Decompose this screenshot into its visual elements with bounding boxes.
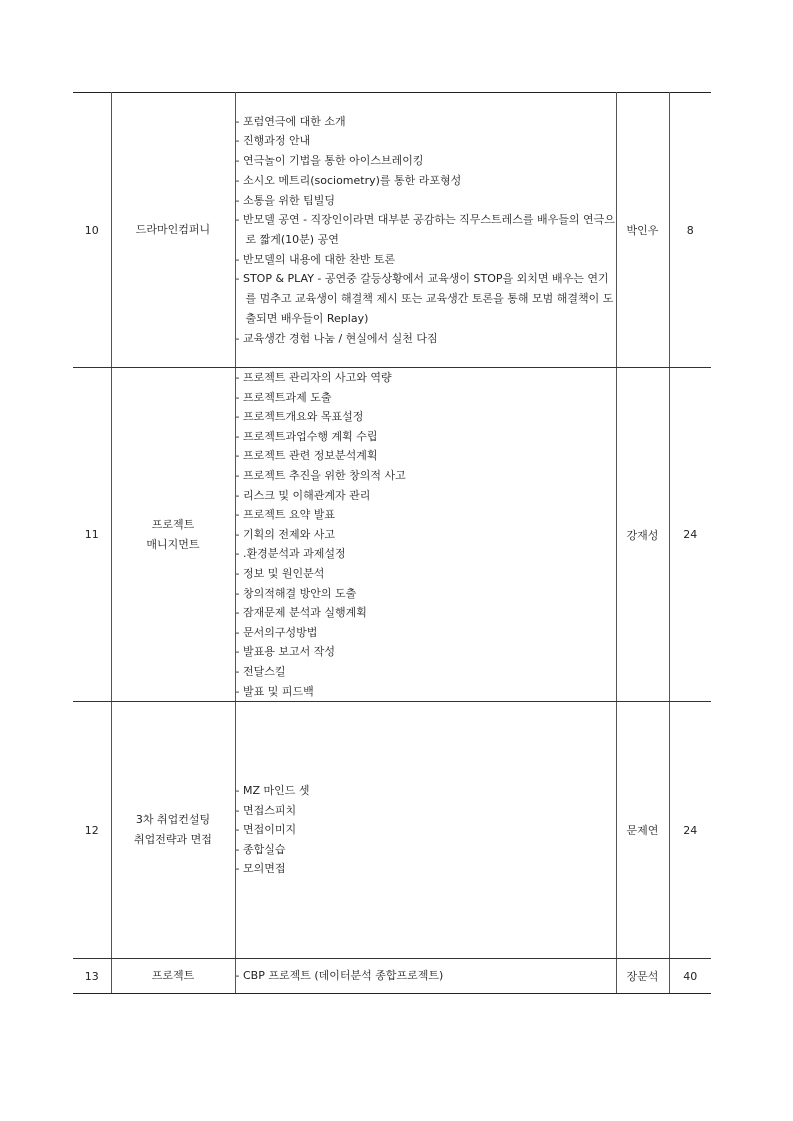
list-item: - 교육생간 경험 나눔 / 현실에서 실천 다짐 [235, 331, 438, 345]
subject-line: 드라마인컴퍼니 [135, 223, 211, 236]
subject-cell [111, 959, 235, 994]
content-cell [235, 702, 616, 959]
subject-cell [111, 93, 235, 368]
list-item: - 소통을 위한 팀빌딩 [235, 193, 335, 207]
list-item: - 프로젝트개요와 목표설정 [235, 410, 364, 424]
table-row [73, 368, 711, 702]
table-row [73, 959, 711, 994]
list-item: - 프로젝트 관련 정보분석계획 [235, 449, 378, 463]
subject-line: 프로젝트 [151, 969, 195, 983]
row-number: 13 [73, 959, 111, 994]
curriculum-table [73, 92, 711, 994]
list-item: - 연극놀이 기법을 통한 아이스브레이킹 [235, 154, 424, 168]
content-list [236, 966, 616, 986]
list-item: - 프로젝트 요약 발표 [235, 508, 335, 522]
list-item: - 포럼연극에 대한 소개 [235, 114, 346, 128]
list-item: - 잠재문제 분석과 실행계획 [235, 606, 367, 620]
subject-line: 3차 취업컨설팅 [135, 813, 211, 827]
list-item: - 리스크 및 이해관계자 관리 [235, 488, 371, 502]
tutor-cell: 문제연 [616, 702, 669, 959]
row-number: 12 [73, 702, 111, 959]
content-list [236, 112, 616, 348]
list-item: - 모의면접 [235, 862, 286, 876]
list-item: - 면접이미지 [235, 823, 297, 837]
tutor-cell: 박인우 [616, 93, 669, 368]
list-item: - .환경분석과 과제설정 [235, 547, 346, 561]
list-item: - 소시오 메트리(sociometry)를 통한 라포형성 [235, 173, 462, 187]
list-item: - 발표 및 피드백 [235, 684, 314, 698]
subject-line: 취업전략과 면접 [134, 833, 212, 847]
table-row [73, 93, 711, 368]
list-item: - 창의적해결 방안의 도출 [235, 586, 357, 600]
list-item: - 프로젝트과업수행 계획 수립 [235, 429, 378, 443]
list-item: - 문서의구성방법 [235, 625, 318, 639]
list-item: - 면접스피치 [235, 803, 297, 817]
list-item: - CBP 프로젝트 (데이터분석 종합프로젝트) [235, 969, 444, 983]
list-item: - 발표용 보고서 작성 [235, 645, 335, 659]
content-list [236, 368, 616, 701]
tutor-cell: 강재성 [616, 368, 669, 702]
hours-cell: 8 [669, 93, 711, 368]
table-body [73, 93, 711, 994]
list-item: - STOP & PLAY - 공연중 갈등상황에서 교육생이 STOP을 외치면 배우는 연기를 멈추고 교육생이 해결책 제시 또는 교육생간 토론을 통해 모범 해결책이 도출되면 배우들이 Replay) [235, 272, 614, 325]
list-item: - 기획의 전제와 사고 [235, 527, 335, 541]
list-item: - 프로젝트 관리자의 사고와 역량 [235, 371, 392, 384]
content-cell [235, 93, 616, 368]
list-item: - 전달스킬 [235, 664, 286, 678]
hours-cell: 40 [669, 959, 711, 994]
row-number: 11 [73, 368, 111, 702]
subject-line: 매니지먼트 [146, 537, 200, 551]
list-item: - 종합실습 [235, 842, 286, 856]
subject-cell [111, 702, 235, 959]
tutor-cell: 장문석 [616, 959, 669, 994]
content-cell [235, 368, 616, 702]
row-number: 10 [73, 93, 111, 368]
content-cell [235, 959, 616, 994]
list-item: - 진행과정 안내 [235, 134, 311, 148]
subject-line: 프로젝트 [151, 517, 195, 531]
list-item: - 정보 및 원인분석 [235, 566, 325, 580]
list-item: - 프로젝트과제 도출 [235, 390, 332, 404]
hours-cell: 24 [669, 368, 711, 702]
list-item: - 반모델의 내용에 대한 찬반 토론 [235, 252, 396, 266]
hours-cell: 24 [669, 702, 711, 959]
list-item: - 프로젝트 추진을 위한 창의적 사고 [235, 468, 406, 482]
subject-cell [111, 368, 235, 702]
list-item: - MZ 마인드 셋 [235, 784, 310, 798]
table-row [73, 702, 711, 959]
content-list [236, 781, 616, 879]
list-item: - 반모델 공연 - 직장인이라면 대부분 공감하는 직무스트레스를 배우들의 연극으로 짧게(10분) 공연 [235, 213, 615, 246]
